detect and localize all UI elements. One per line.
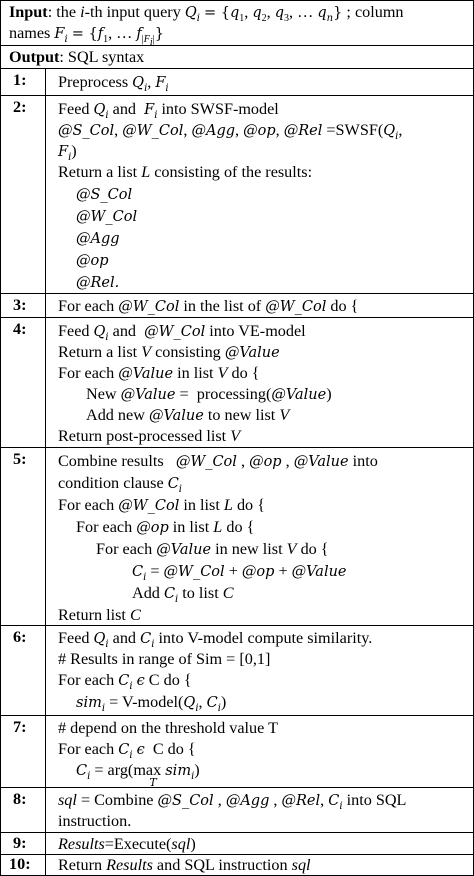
step-2-line-2: @S_Col, @W_Col, @Agg, @op, @Rel $=SWSF(Q_i$, bbox=[58, 121, 403, 142]
step-5-line-8: Return list C bbox=[58, 606, 141, 624]
step-4-line-2: Return a list V consisting @Value bbox=[58, 343, 280, 361]
step-6-line-2: # Results in range of Sim = [0,1] bbox=[58, 650, 271, 668]
step-5-line-5: For each @Value in new list V do { bbox=[96, 540, 329, 558]
step-5-line-2: condition clause $C_i$ bbox=[58, 474, 182, 495]
step-4-line-4: New @Value = processing(@Value) bbox=[86, 385, 332, 403]
step-4-line-5: Add new @Value to new list V bbox=[86, 406, 290, 424]
input-row bbox=[1, 1, 473, 49]
step-2-line-1: Feed $Q_i$ and $F_i$ into SWSF-model bbox=[58, 100, 279, 121]
step-2-line-3: $F_i$) bbox=[58, 142, 77, 163]
step-row-1 bbox=[1, 69, 473, 96]
step-4-line-6: Return post-processed list V bbox=[58, 427, 241, 445]
step-9-line-1: Results=Execute(sql) bbox=[58, 835, 196, 853]
output-row bbox=[1, 46, 473, 69]
step-row-4 bbox=[1, 318, 473, 448]
step-2-line-6: @W_Col bbox=[76, 209, 138, 225]
step-7-line-3: $C_i = arg(\max$ T sim$_i$) bbox=[76, 761, 200, 789]
step-7-line-1: # depend on the threshold value T bbox=[58, 719, 278, 737]
step-5-line-4: For each @op in list L do { bbox=[76, 518, 255, 536]
step-row-10 bbox=[1, 855, 473, 875]
step-5-line-3: For each @W_Col in list L do { bbox=[58, 496, 265, 514]
step-8-line-2: instruction. bbox=[58, 812, 132, 830]
input-line-2: names $F_i = \{f_1$, … $f_{|F_i|}$} bbox=[9, 24, 164, 49]
input-line-1: Input: the i-th input query $Q_i = \{q_1$, $q_2$, $q_3$, … $q_n$} ; column bbox=[9, 3, 404, 25]
step-row-3 bbox=[1, 294, 473, 318]
step-number-10: 10: bbox=[9, 855, 31, 873]
output-text: : SQL syntax bbox=[59, 48, 145, 66]
step-1-line-1: Preprocess $Q_i$, $F_i$ bbox=[58, 73, 169, 94]
step-2-line-5: @S_Col bbox=[76, 187, 133, 203]
output-label: Output bbox=[9, 48, 60, 66]
step-5-line-7: Add $C_i$ to list C bbox=[132, 584, 234, 605]
step-number-7: 7: bbox=[13, 718, 27, 736]
step-row-9 bbox=[1, 833, 473, 855]
step-2-line-9: @Rel. bbox=[76, 275, 120, 291]
step-row-6 bbox=[1, 626, 473, 716]
step-6-line-3: For each $C_i$ ϵ C do { bbox=[58, 671, 192, 692]
step-row-2 bbox=[1, 96, 473, 294]
step-number-6: 6: bbox=[13, 628, 27, 646]
step-2-line-4: Return a list L consisting of the results: bbox=[58, 163, 313, 181]
step-row-8 bbox=[1, 788, 473, 833]
step-4-line-1: Feed $Q_i$ and @W_Col into VE-model bbox=[58, 322, 306, 343]
step-6-line-4: $sim_i = V-model(Q_i$, $C_i$) bbox=[76, 693, 227, 714]
output-line bbox=[9, 47, 144, 67]
step-10-line-1: Return Results and SQL instruction sql bbox=[58, 856, 311, 874]
step-8-line-1: sql = Combine @S_Col , @Agg , @Rel, $C_i$ into SQL bbox=[58, 791, 407, 812]
step-row-7 bbox=[1, 716, 473, 788]
step-row-5 bbox=[1, 448, 473, 626]
step-number-5: 5: bbox=[13, 450, 27, 468]
step-number-3: 3: bbox=[13, 296, 27, 314]
input-label: Input bbox=[9, 3, 48, 21]
step-2-line-7: @Agg bbox=[76, 231, 120, 247]
step-number-4: 4: bbox=[13, 320, 27, 338]
step-5-line-6: $C_i$ = @W_Col + @op + @Value bbox=[132, 562, 347, 583]
step-number-1: 1: bbox=[13, 71, 27, 89]
step-number-2: 2: bbox=[13, 98, 27, 116]
step-3-line-1: For each @W_Col in the list of @W_Col do { bbox=[58, 297, 359, 315]
step-number-9: 9: bbox=[13, 834, 27, 852]
step-number-8: 8: bbox=[13, 790, 27, 808]
step-2-line-8: @op bbox=[76, 253, 109, 269]
step-7-line-2: For each $C_i$ ϵ C do { bbox=[58, 740, 196, 761]
step-5-line-1: Combine results @W_Col , @op , @Value into bbox=[58, 452, 378, 470]
step-6-line-1: Feed $Q_i$ and $C_i$ into V-model compute similarity. bbox=[58, 629, 373, 650]
step-4-line-3: For each @Value in list V do { bbox=[58, 364, 260, 382]
